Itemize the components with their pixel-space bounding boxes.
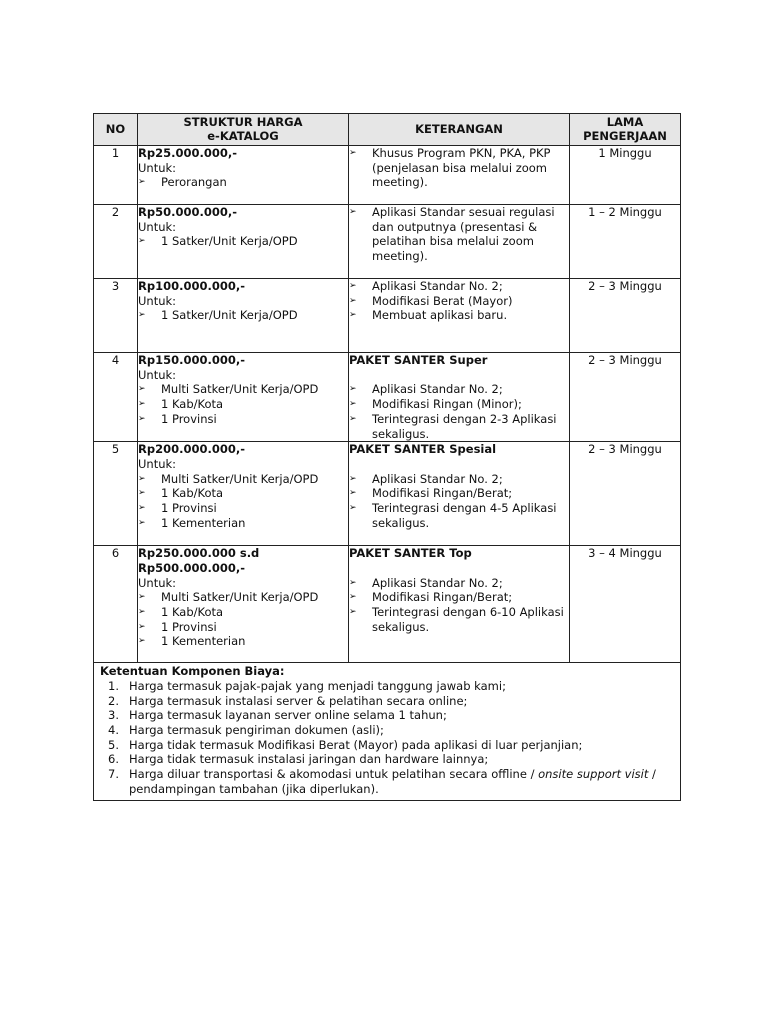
target-item-text: 1 Kementerian — [161, 634, 246, 649]
detail-item — [349, 279, 569, 294]
target-item — [138, 516, 348, 531]
description-cell — [349, 442, 570, 546]
row-number: 5 — [94, 442, 138, 546]
detail-item — [349, 382, 569, 397]
bullet-arrow-icon: ➢ — [349, 488, 357, 499]
bullet-arrow-icon: ➢ — [349, 607, 357, 617]
bullet-arrow-icon: ➢ — [138, 621, 146, 632]
detail-item-text: Terintegrasi dengan 6-10 Aplikasi sekaligus. — [372, 605, 564, 634]
term-number: 6. — [108, 752, 119, 767]
header-no: NO — [94, 114, 138, 146]
price-cell — [138, 205, 349, 279]
target-item — [138, 175, 348, 190]
term-text: Harga termasuk instalasi server & pelatihan secara online; — [129, 693, 468, 708]
term-item — [100, 767, 678, 796]
term-text: Harga tidak termasuk instalasi jaringan dan hardware lainnya; — [129, 752, 489, 767]
target-item — [138, 234, 348, 249]
price-value: Rp150.000.000,- — [138, 353, 245, 367]
detail-list — [349, 279, 569, 323]
term-text-italic: onsite support visit — [538, 767, 649, 782]
duration-cell: 2 – 3 Minggu — [570, 353, 681, 442]
description-cell — [349, 279, 570, 353]
target-item-text: 1 Kab/Kota — [161, 397, 224, 412]
price-value: Rp250.000.000 s.d — [138, 546, 260, 561]
detail-item-text: Terintegrasi dengan 2-3 Aplikasi sekaligus. — [372, 411, 557, 441]
detail-item-text: Aplikasi Standar No. 2; — [372, 279, 503, 293]
package-name: PAKET SANTER Top — [349, 546, 472, 561]
detail-item-text: Aplikasi Standar No. 2; — [372, 575, 503, 590]
bullet-arrow-icon: ➢ — [349, 473, 357, 484]
price-value: Rp100.000.000,- — [138, 279, 245, 293]
price-cell — [138, 146, 349, 205]
detail-item — [349, 205, 569, 264]
target-item-text: 1 Kab/Kota — [161, 605, 224, 620]
detail-item — [349, 605, 569, 634]
row-number: 3 — [94, 279, 138, 353]
bullet-arrow-icon: ➢ — [349, 384, 357, 395]
detail-list — [349, 205, 569, 264]
price-cell — [138, 279, 349, 353]
detail-item-text: Modifikasi Ringan (Minor); — [372, 397, 522, 412]
table-row — [94, 442, 681, 546]
detail-item — [349, 412, 569, 441]
pricing-table — [93, 113, 681, 663]
header-struktur-harga: STRUKTUR HARGA e-KATALOG — [138, 114, 349, 146]
detail-item-text: Modifikasi Ringan/Berat; — [372, 486, 513, 501]
cost-terms-list — [100, 679, 678, 797]
target-item-text: 1 Provinsi — [161, 411, 217, 426]
price-cell — [138, 442, 349, 546]
header-keterangan: KETERANGAN — [349, 114, 570, 146]
for-label: Untuk: — [138, 367, 177, 382]
duration-cell: 2 – 3 Minggu — [570, 279, 681, 353]
table-row — [94, 279, 681, 353]
target-item-text: 1 Kementerian — [161, 515, 246, 530]
price-cell — [138, 546, 349, 663]
bullet-arrow-icon: ➢ — [349, 148, 357, 158]
detail-item-text: Modifikasi Berat (Mayor) — [372, 293, 513, 308]
target-list — [138, 382, 348, 426]
table-row — [94, 353, 681, 442]
price-value: Rp500.000.000,- — [138, 560, 245, 575]
bullet-arrow-icon: ➢ — [349, 295, 357, 306]
target-item-text: 1 Satker/Unit Kerja/OPD — [161, 308, 298, 323]
bullet-arrow-icon: ➢ — [138, 517, 146, 528]
target-item-text: 1 Satker/Unit Kerja/OPD — [161, 234, 298, 249]
term-text: Harga termasuk pajak-pajak yang menjadi tanggung jawab kami; — [129, 678, 506, 693]
target-item — [138, 412, 348, 427]
bullet-arrow-icon: ➢ — [349, 310, 357, 321]
duration-cell: 1 Minggu — [570, 146, 681, 205]
bullet-arrow-icon: ➢ — [349, 399, 357, 410]
target-item — [138, 382, 348, 397]
term-item — [100, 723, 678, 738]
term-text: Harga tidak termasuk Modifikasi Berat (Mayor) pada aplikasi di luar perjanjian; — [129, 737, 583, 752]
package-name: PAKET SANTER Super — [349, 353, 488, 367]
term-number: 3. — [108, 708, 119, 723]
detail-item-text: Modifikasi Ringan/Berat; — [372, 590, 513, 605]
duration-cell: 3 – 4 Minggu — [570, 546, 681, 663]
bullet-arrow-icon: ➢ — [138, 236, 146, 247]
bullet-arrow-icon: ➢ — [349, 207, 357, 217]
target-list — [138, 472, 348, 531]
term-number: 2. — [108, 693, 119, 708]
target-list — [138, 234, 348, 249]
price-cell — [138, 353, 349, 442]
target-item-text: Multi Satker/Unit Kerja/OPD — [161, 382, 319, 397]
target-item — [138, 397, 348, 412]
bullet-arrow-icon: ➢ — [138, 488, 146, 499]
term-item — [100, 752, 678, 767]
bullet-arrow-icon: ➢ — [138, 384, 146, 395]
term-number: 4. — [108, 723, 119, 738]
detail-item-text: Aplikasi Standar sesuai regulasi dan outputnya (presentasi & pelatihan bisa melalui zoom meeting). — [372, 205, 555, 264]
target-list — [138, 590, 348, 649]
target-item-text: Multi Satker/Unit Kerja/OPD — [161, 590, 319, 605]
detail-item — [349, 590, 569, 605]
row-number: 4 — [94, 353, 138, 442]
table-row — [94, 205, 681, 279]
bullet-arrow-icon: ➢ — [138, 177, 146, 188]
detail-list — [349, 382, 569, 441]
bullet-arrow-icon: ➢ — [138, 399, 146, 410]
bullet-arrow-icon: ➢ — [138, 592, 146, 603]
detail-item — [349, 472, 569, 487]
detail-item — [349, 486, 569, 501]
detail-list — [349, 472, 569, 531]
for-label: Untuk: — [138, 575, 177, 590]
detail-item — [349, 501, 569, 530]
for-label: Untuk: — [138, 456, 177, 471]
term-text: Harga termasuk layanan server online selama 1 tahun; — [129, 708, 447, 723]
bullet-arrow-icon: ➢ — [349, 577, 357, 588]
target-item — [138, 472, 348, 487]
term-item — [100, 679, 678, 694]
detail-item — [349, 576, 569, 591]
detail-item-text: Aplikasi Standar No. 2; — [372, 471, 503, 486]
term-item — [100, 708, 678, 723]
bullet-arrow-icon: ➢ — [349, 413, 357, 424]
target-item — [138, 590, 348, 605]
table-row — [94, 146, 681, 205]
term-number: 7. — [108, 767, 119, 782]
detail-item — [349, 146, 569, 190]
detail-item-text: Khusus Program PKN, PKA, PKP (penjelasan bisa melalui zoom meeting). — [372, 146, 551, 190]
bullet-arrow-icon: ➢ — [138, 503, 146, 514]
target-list — [138, 308, 348, 323]
detail-item-text: Membuat aplikasi baru. — [372, 308, 508, 323]
term-text-b: / pendampingan tambahan (jika diperlukan). — [129, 767, 656, 796]
term-text: Harga termasuk pengiriman dokumen (asli); — [129, 723, 384, 738]
cost-terms — [93, 663, 681, 800]
cost-terms-title: Ketentuan Komponen Biaya: — [100, 664, 285, 679]
pricing-document — [93, 113, 680, 801]
description-cell — [349, 546, 570, 663]
term-item — [100, 738, 678, 753]
package-name: PAKET SANTER Spesial — [349, 442, 497, 457]
target-item — [138, 308, 348, 323]
bullet-arrow-icon: ➢ — [349, 592, 357, 603]
target-item — [138, 501, 348, 516]
target-list — [138, 175, 348, 190]
term-text-a: Harga diluar transportasi & akomodasi untuk pelatihan secara offline / — [129, 767, 539, 782]
target-item-text: Perorangan — [161, 175, 227, 190]
price-value: Rp25.000.000,- — [138, 146, 237, 160]
table-row — [94, 546, 681, 663]
for-label: Untuk: — [138, 219, 177, 234]
for-label: Untuk: — [138, 293, 177, 308]
target-item — [138, 620, 348, 635]
detail-list — [349, 146, 569, 190]
target-item-text: Multi Satker/Unit Kerja/OPD — [161, 471, 319, 486]
header-lama-pengerjaan: LAMA PENGERJAAN — [570, 114, 681, 146]
description-cell — [349, 353, 570, 442]
for-label: Untuk: — [138, 160, 177, 175]
table-header-row — [94, 114, 681, 146]
bullet-arrow-icon: ➢ — [138, 413, 146, 424]
row-number: 6 — [94, 546, 138, 663]
target-item-text: 1 Provinsi — [161, 619, 217, 634]
bullet-arrow-icon: ➢ — [349, 281, 357, 291]
row-number: 1 — [94, 146, 138, 205]
detail-item-text: Aplikasi Standar No. 2; — [372, 382, 503, 397]
price-value: Rp50.000.000,- — [138, 205, 237, 219]
price-value: Rp200.000.000,- — [138, 442, 245, 457]
target-item — [138, 605, 348, 620]
bullet-arrow-icon: ➢ — [138, 473, 146, 484]
row-number: 2 — [94, 205, 138, 279]
duration-cell: 1 – 2 Minggu — [570, 205, 681, 279]
detail-item — [349, 397, 569, 412]
target-item — [138, 634, 348, 649]
term-number: 5. — [108, 737, 119, 752]
term-number: 1. — [108, 678, 119, 693]
bullet-arrow-icon: ➢ — [349, 503, 357, 513]
duration-cell: 2 – 3 Minggu — [570, 442, 681, 546]
detail-item — [349, 294, 569, 309]
bullet-arrow-icon: ➢ — [138, 636, 146, 647]
term-item — [100, 694, 678, 709]
detail-item-text: Terintegrasi dengan 4-5 Aplikasi sekaligus. — [372, 501, 557, 530]
bullet-arrow-icon: ➢ — [138, 607, 146, 618]
target-item-text: 1 Kab/Kota — [161, 486, 224, 501]
detail-item — [349, 308, 569, 323]
target-item-text: 1 Provinsi — [161, 501, 217, 516]
description-cell — [349, 146, 570, 205]
detail-list — [349, 576, 569, 635]
bullet-arrow-icon: ➢ — [138, 310, 146, 321]
description-cell — [349, 205, 570, 279]
target-item — [138, 486, 348, 501]
